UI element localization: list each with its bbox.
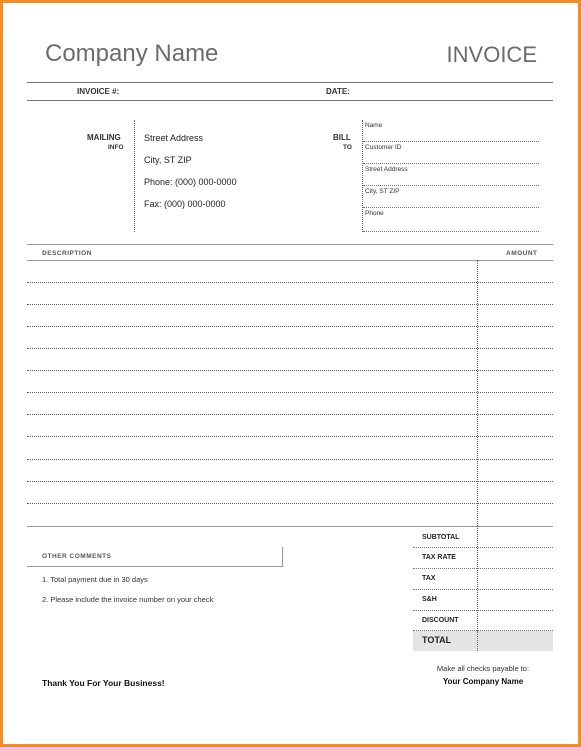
comment-line: 2. Please include the invoice number on your check [42, 595, 214, 604]
bill-sub-label: TO [343, 144, 352, 151]
table-row[interactable] [27, 370, 553, 371]
company-name: Company Name [45, 40, 219, 67]
summary-line [413, 547, 553, 548]
comments-header: OTHER COMMENTS [42, 553, 112, 560]
table-row[interactable] [27, 392, 553, 393]
bill-field-line [363, 231, 539, 232]
total-divider [477, 631, 478, 651]
date-label: DATE: [326, 87, 350, 96]
comment-line: 1. Total payment due in 30 days [42, 575, 148, 584]
comments-box-edge [282, 547, 283, 566]
amount-column-divider [477, 260, 478, 526]
table-bottom-border [27, 526, 553, 527]
table-row[interactable] [27, 436, 553, 437]
bill-field-name[interactable]: Name [365, 122, 383, 129]
bill-label: BILL [333, 133, 351, 142]
table-top-border [27, 244, 553, 245]
header-divider [27, 82, 553, 83]
mailing-street: Street Address [144, 133, 204, 143]
summary-line [413, 589, 553, 590]
invoice-title: INVOICE [446, 42, 537, 67]
discount-label: DISCOUNT [422, 617, 459, 624]
mailing-label: MAILING [87, 133, 121, 142]
bill-field-customer-id[interactable]: Customer ID [365, 144, 402, 151]
mailing-sub-label: INFO [108, 144, 124, 151]
tax-rate-label: TAX RATE [422, 554, 456, 561]
bill-field-line [363, 163, 539, 164]
amount-header: AMOUNT [506, 250, 538, 257]
table-header-border [27, 260, 553, 261]
table-row[interactable] [27, 481, 553, 482]
bill-field-street[interactable]: Street Address [365, 166, 408, 173]
payable-company-name: Your Company Name [442, 677, 524, 686]
invoice-number-label: INVOICE #: [77, 87, 120, 96]
invoice-meta-divider [27, 100, 553, 101]
total-label: TOTAL [422, 635, 452, 645]
table-row[interactable] [27, 414, 553, 415]
mailing-city: City, ST ZIP [144, 155, 192, 165]
bill-field-phone[interactable]: Phone [365, 210, 384, 217]
subtotal-label: SUBTOTAL [422, 534, 460, 541]
description-header: DESCRIPTION [42, 250, 92, 257]
mailing-fax: Fax: (000) 000-0000 [144, 199, 226, 209]
comments-header-underline [27, 566, 283, 567]
table-row[interactable] [27, 459, 553, 460]
bill-divider [362, 120, 363, 232]
mailing-divider [134, 120, 135, 232]
thank-you-note: Thank You For Your Business! [42, 678, 165, 688]
tax-label: TAX [422, 575, 436, 582]
table-row[interactable] [27, 326, 553, 327]
summary-line [413, 568, 553, 569]
shipping-label: S&H [422, 596, 437, 603]
bill-field-city[interactable]: City, ST ZIP [365, 188, 400, 195]
mailing-phone: Phone: (000) 000-0000 [144, 177, 237, 187]
table-row[interactable] [27, 282, 553, 283]
bill-field-line [363, 185, 539, 186]
bill-field-line [363, 207, 539, 208]
bill-field-line [363, 141, 539, 142]
table-row[interactable] [27, 304, 553, 305]
payable-note: Make all checks payable to: [436, 664, 530, 673]
table-row[interactable] [27, 503, 553, 504]
table-row[interactable] [27, 348, 553, 349]
summary-line [413, 610, 553, 611]
